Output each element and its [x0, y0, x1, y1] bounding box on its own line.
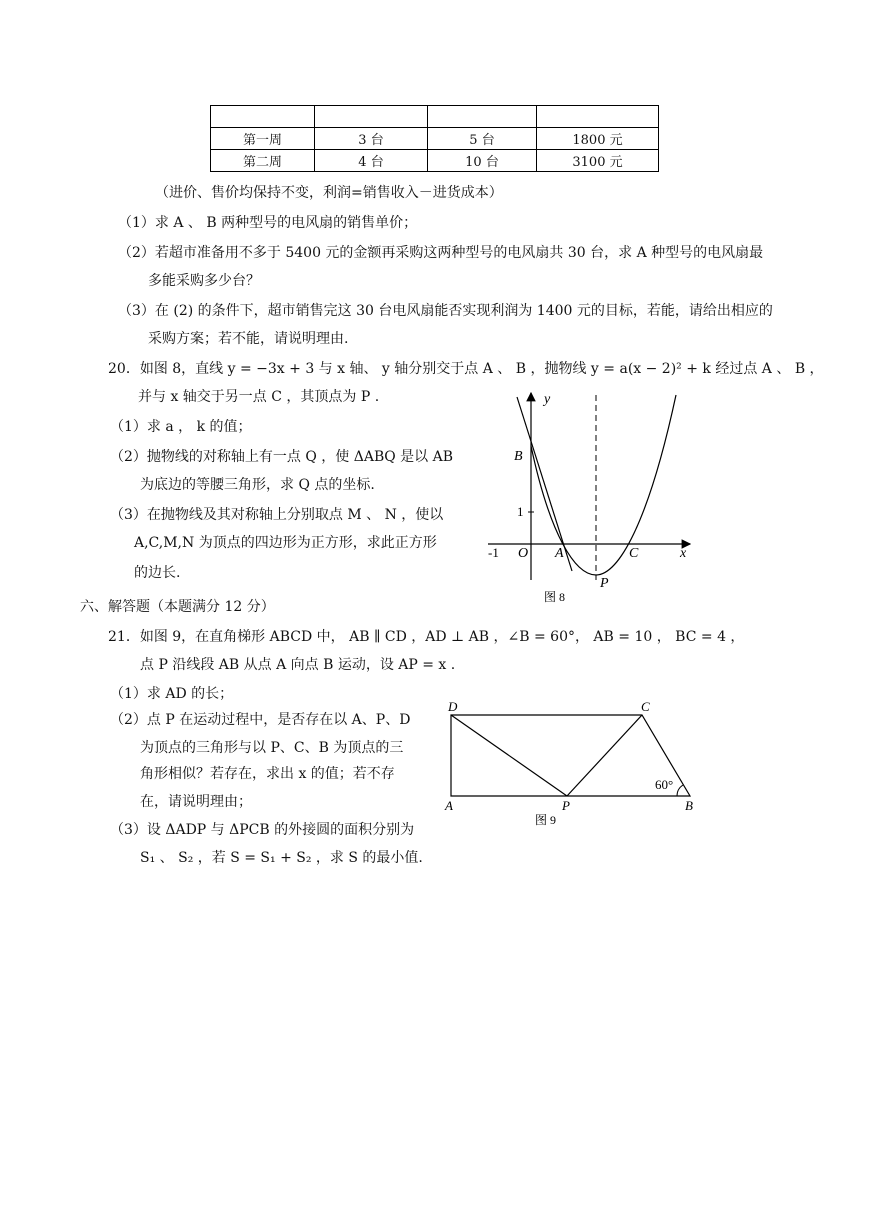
q21-part2-line2: 为顶点的三角形与以 P、C、B 为顶点的三	[140, 740, 404, 756]
label-c: C	[641, 699, 650, 714]
label-b: B	[685, 798, 693, 813]
label-x: x	[680, 546, 687, 561]
table-cell	[315, 106, 428, 128]
q20-part3-line2: A,C,M,N 为顶点的四边形为正方形，求此正方形	[134, 535, 437, 551]
q21-part2-line3: 角形相似？若存在，求出 x 的值；若不存	[140, 766, 395, 782]
q20-stem-line2: 并与 x 轴交于另一点 C ，其顶点为 P .	[138, 389, 380, 405]
angle-label: 60°	[655, 777, 674, 792]
q19-part1: （1）求 A 、 B 两种型号的电风扇的销售单价；	[118, 215, 418, 231]
figure-8-caption: 图 8	[544, 590, 566, 604]
figure-9-caption: 图 9	[535, 813, 557, 827]
table-cell	[537, 106, 659, 128]
table-cell: 第一周	[211, 128, 315, 150]
q20-part1: （1）求 a ， k 的值；	[110, 419, 252, 435]
q20-part3-line1: （3）在抛物线及其对称轴上分别取点 M 、 N ，使以	[110, 507, 444, 523]
label-o: O	[518, 546, 529, 561]
table-cell: 1800 元	[537, 128, 659, 150]
label-p: P	[600, 576, 609, 591]
label-c: C	[629, 546, 639, 561]
q21-stem-line1: 21．如图 9，在直角梯形 ABCD 中， AB ∥ CD ，AD ⊥ AB ，∠B = 60°， AB = 10 ， BC = 4 ，	[108, 629, 745, 645]
table-row	[211, 128, 659, 150]
q19-part3-line1: （3）在 (2) 的条件下，超市销售完这 30 台电风扇能否实现利润为 1400 元的目标，若能，请给出相应的	[118, 303, 773, 319]
q20-part3-line3: 的边长.	[134, 565, 181, 581]
label-p: P	[562, 798, 570, 813]
table-cell: 第二周	[211, 150, 315, 172]
q19-part2-line2: 多能采购多少台？	[148, 273, 260, 289]
table-cell: 3 台	[315, 128, 428, 150]
q20-part2-line2: 为底边的等腰三角形，求 Q 点的坐标.	[140, 477, 375, 493]
table-cell: 3100 元	[537, 150, 659, 172]
segment-dp	[451, 715, 567, 796]
parabola	[531, 395, 676, 575]
sales-table	[210, 105, 659, 172]
segment-pc	[567, 715, 642, 796]
table-row	[211, 150, 659, 172]
label-y: y	[544, 392, 551, 407]
table-cell: 5 台	[428, 128, 537, 150]
label-a: A	[555, 546, 564, 561]
q21-part1: （1）求 AD 的长；	[110, 686, 234, 702]
label-one: 1	[517, 504, 524, 519]
table-cell: 10 台	[428, 150, 537, 172]
section-heading: 六、解答题（本题满分 12 分）	[80, 599, 275, 615]
q20-part2-line1: （2）抛物线的对称轴上有一点 Q ，使 ΔABQ 是以 AB	[110, 449, 454, 465]
label-d: D	[448, 699, 458, 714]
q21-part3-line2: S₁ 、 S₂ ，若 S = S₁ + S₂ ，求 S 的最小值.	[140, 850, 423, 866]
table-cell: 4 台	[315, 150, 428, 172]
figure-8	[480, 385, 700, 610]
q21-part3-line1: （3）设 ΔADP 与 ΔPCB 的外接圆的面积分别为	[110, 822, 415, 838]
figure-9	[440, 696, 700, 831]
q19-note: （进价、售价均保持不变，利润=销售收入－进货成本）	[155, 185, 503, 201]
q21-part2-line4: 在，请说明理由；	[140, 794, 252, 810]
q19-part3-line2: 采购方案；若不能，请说明理由.	[148, 331, 349, 347]
q20-stem-line1: 20．如图 8，直线 y = −3x + 3 与 x 轴、 y 轴分别交于点 A 、 B ，抛物线 y = a(x − 2)² + k 经过点 A 、 B ，	[108, 361, 824, 377]
q21-part2-line1: （2）点 P 在运动过程中，是否存在以 A、P、D	[110, 712, 411, 728]
q19-part2-line1: （2）若超市准备用不多于 5400 元的金额再采购这两种型号的电风扇共 30 台，求 A 种型号的电风扇最	[118, 245, 764, 261]
label-a: A	[445, 798, 453, 813]
q21-stem-line2: 点 P 沿线段 AB 从点 A 向点 B 运动，设 AP = x .	[140, 657, 456, 673]
angle-arc	[677, 785, 683, 796]
table-cell	[211, 106, 315, 128]
label-neg-one: -1	[488, 545, 499, 560]
table-cell	[428, 106, 537, 128]
table-row	[211, 106, 659, 128]
label-b: B	[514, 449, 523, 464]
